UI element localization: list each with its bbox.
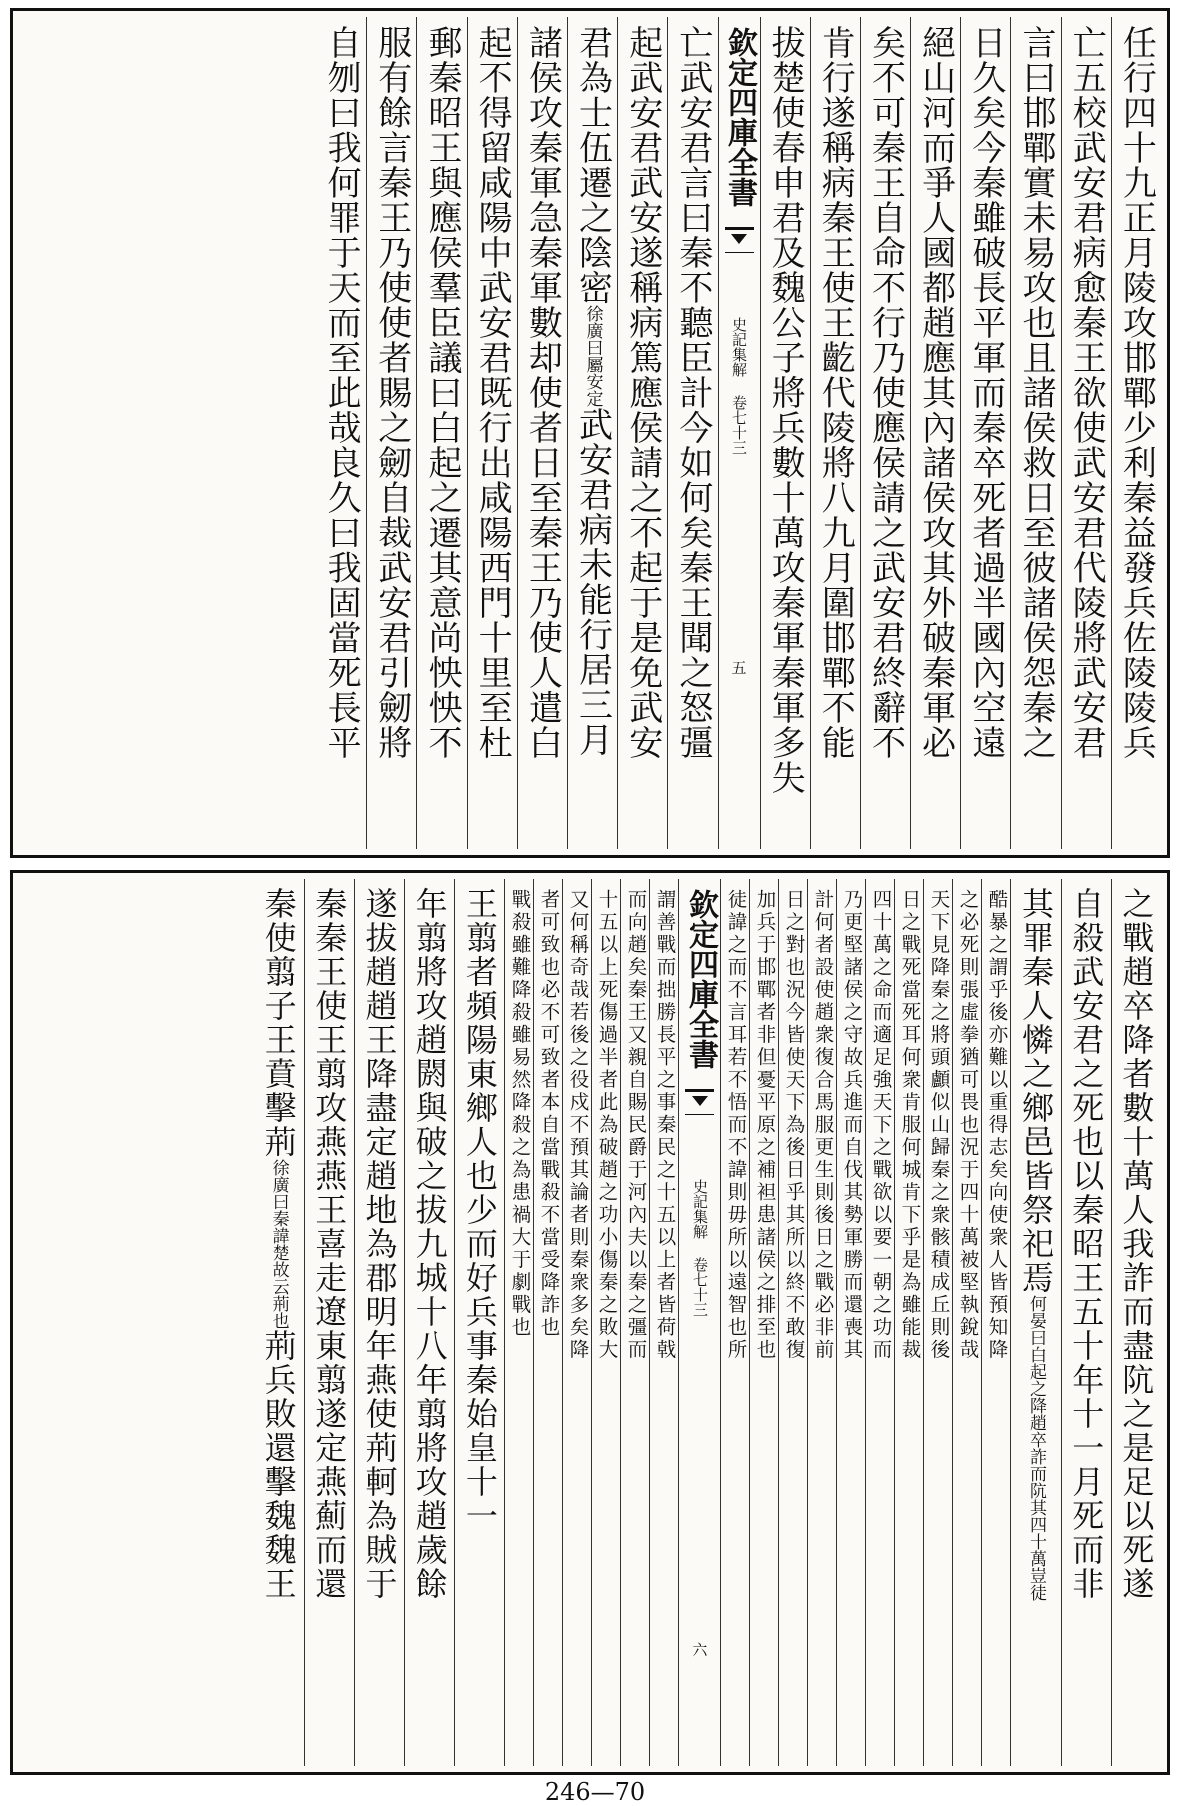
fish-tail-mark [725, 227, 754, 253]
commentary-column [778, 879, 807, 1766]
column-text: 絕山河而爭人國都趙應其內諸侯攻其外破秦軍必 [915, 25, 956, 760]
main-text: 秦使翦子王賁擊荊 [259, 887, 298, 1159]
text-column [1061, 879, 1111, 1766]
text-column [254, 879, 304, 1766]
series-title: 欽定四庫全書 [722, 27, 757, 207]
text-column [667, 17, 717, 849]
column-text: 之戰趙卒降者數十萬人我詐而盡阬之是足以死遂 [1117, 887, 1156, 1601]
commentary-column [533, 879, 562, 1766]
text-column [454, 879, 504, 1766]
column-text: 肯行遂稱病秦王使王齕代陵將八九月圍邯鄲不能 [815, 25, 856, 760]
commentary-column [981, 879, 1010, 1766]
commentary-column [865, 879, 894, 1766]
commentary-column [620, 879, 649, 1766]
column-text [257, 887, 301, 1601]
commentary-column [836, 879, 865, 1766]
top-page [10, 8, 1170, 858]
main-text: 君為士伍遷之陰密 [572, 25, 613, 305]
commentary-text: 徒諱之而不言耳若不悟而不諱則毋所以遠智也所 [724, 889, 748, 1362]
text-column [416, 17, 466, 849]
commentary-text: 而向趙矣秦王又親自賜民爵于河內夫以秦之彊而 [624, 889, 648, 1362]
text-column [960, 17, 1010, 849]
commentary-text: 加兵于邯鄲者非但憂平原之補袒患諸侯之排至也 [753, 889, 777, 1362]
column-text: 郵秦昭王與應侯羣臣議曰白起之遷其意尚怏怏不 [421, 25, 462, 760]
text-column [1111, 879, 1161, 1766]
commentary-column [504, 879, 533, 1766]
column-text: 遂拔趙趙王降盡定趙地為郡明年燕使荊軻為賊于 [360, 887, 399, 1601]
main-text: 武安君病未能行居三月 [572, 407, 613, 757]
page-number: 246—70 [544, 1778, 646, 1806]
book-name: 史記集解 [690, 1179, 709, 1239]
text-column [316, 17, 366, 849]
main-text: 其罪秦人憐之鄉邑皆祭祀焉 [1017, 887, 1056, 1295]
column-text: 任行四十九正月陵攻邯鄲少利秦益發兵佐陵陵兵 [1116, 25, 1157, 760]
commentary-note: 徐廣曰秦諱楚故云荊也 [268, 1159, 289, 1329]
commentary-column [591, 879, 620, 1766]
book-name: 史記集解 [730, 317, 748, 377]
text-column [304, 879, 354, 1766]
commentary-column [562, 879, 591, 1766]
series-title: 欽定四庫全書 [682, 889, 718, 1069]
commentary-text: 天下見降秦之將頭顱似山歸秦之衆骸積成丘則後 [927, 889, 951, 1362]
column-text: 起不得留咸陽中武安君既行出咸陽西門十里至杜 [472, 25, 513, 760]
volume-label: 卷七十三 [690, 1257, 709, 1317]
column-text: 年翦將攻趙閼與破之拔九城十八年翦將攻趙歲餘 [410, 887, 449, 1601]
commentary-text: 者可致也必不可致者本自當戰殺不當受降詐也 [537, 889, 561, 1339]
text-column [910, 17, 960, 849]
commentary-column [807, 879, 836, 1766]
text-column [860, 17, 910, 849]
commentary-text: 計何者設使趙衆復合馬服更生則後日之戰必非前 [811, 889, 835, 1362]
text-column [517, 17, 567, 849]
text-column [567, 17, 617, 849]
book-title [730, 317, 748, 455]
commentary-note: 何晏曰白起之降趙卒詐而阬其四十萬豈徒 [1026, 1295, 1047, 1601]
bottom-columns [19, 879, 1161, 1766]
column-text: 自殺武安君之死也以秦昭王五十年十一月死而非 [1067, 887, 1106, 1601]
commentary-text: 酷暴之謂乎後亦難以重得志矣向使衆人皆預知降 [985, 889, 1009, 1362]
center-fold [678, 879, 720, 1766]
commentary-column [649, 879, 678, 1766]
text-column [810, 17, 860, 849]
leaf-number: 五 [731, 659, 747, 677]
column-text: 亡武安君言曰秦不聽臣計今如何矣秦王聞之怒彊 [672, 25, 713, 760]
commentary-text: 戰殺雖難降殺雖易然降殺之為患禍大于劇戰也 [508, 889, 532, 1339]
commentary-text: 十五以上死傷過半者此為破趙之功小傷秦之敗大 [595, 889, 619, 1362]
bottom-page [10, 870, 1170, 1775]
text-column [404, 879, 454, 1766]
text-column [1061, 17, 1111, 849]
commentary-text: 日之戰死當死耳何衆肯服何城肯下乎是為雖能裁 [898, 889, 922, 1362]
column-text: 日久矣今秦雖破長平軍而秦卒死者過半國內空遠 [965, 25, 1006, 760]
leaf-number: 六 [692, 1641, 708, 1659]
fish-tail-mark [685, 1089, 714, 1115]
column-text: 起武安君武安遂稱病篤應侯請之不起于是免武安 [622, 25, 663, 760]
center-fold [718, 17, 760, 849]
commentary-column [894, 879, 923, 1766]
column-text: 服有餘言秦王乃使使者賜之劒自裁武安君引劒將 [371, 25, 412, 760]
commentary-note: 徐廣曰屬安定 [582, 305, 603, 407]
text-column [366, 17, 416, 849]
commentary-text: 乃更堅諸侯之守故兵進而自伐其勢軍勝而還喪其 [840, 889, 864, 1362]
column-text: 言曰邯鄲實未易攻也且諸侯救日至彼諸侯怨秦之 [1016, 25, 1057, 760]
column-text: 矣不可秦王自命不行乃使應侯請之武安君終辭不 [865, 25, 906, 760]
text-column [467, 17, 517, 849]
column-text: 諸侯攻秦軍急秦軍數却使者日至秦王乃使人遣白 [522, 25, 563, 760]
volume-label: 卷七十三 [730, 395, 748, 455]
text-column [760, 17, 810, 849]
commentary-column [720, 879, 749, 1766]
book-title [691, 1179, 709, 1317]
top-columns [19, 17, 1161, 849]
column-text: 自刎曰我何罪于天而至此哉良久曰我固當死長平 [321, 25, 362, 760]
commentary-text: 四十萬之命而適足強天下之戰欲以要一朝之功而 [869, 889, 893, 1362]
commentary-text: 日之對也況今皆使天下為後日乎其所以終不敢復 [782, 889, 806, 1362]
commentary-column [923, 879, 952, 1766]
text-column [1111, 17, 1161, 849]
text-column [1010, 879, 1060, 1766]
column-text: 秦秦王使王翦攻燕燕王喜走遼東翦遂定燕薊而還 [310, 887, 349, 1601]
main-text: 荊兵敗還擊魏魏王 [259, 1329, 298, 1601]
column-text [1014, 887, 1058, 1601]
column-text: 亡五校武安君病愈秦王欲使武安君代陵將武安君 [1066, 25, 1107, 760]
text-column [354, 879, 404, 1766]
commentary-text: 又何稱奇哉若後之役戍不預其論者則秦衆多矣降 [566, 889, 590, 1362]
text-column [617, 17, 667, 849]
column-text: 王翦者頻陽東鄉人也少而好兵事秦始皇十一 [460, 887, 499, 1533]
commentary-text: 謂善戰而拙勝長平之事秦民之十五以上者皆荷戟 [653, 889, 677, 1362]
column-text: 拔楚使春申君及魏公子將兵數十萬攻秦軍秦軍多失 [765, 25, 806, 795]
text-column [1010, 17, 1060, 849]
column-text [571, 25, 615, 757]
commentary-column [749, 879, 778, 1766]
commentary-column [952, 879, 981, 1766]
commentary-text: 之必死則張虛拳猶可畏也況于四十萬被堅執銳哉 [956, 889, 980, 1362]
